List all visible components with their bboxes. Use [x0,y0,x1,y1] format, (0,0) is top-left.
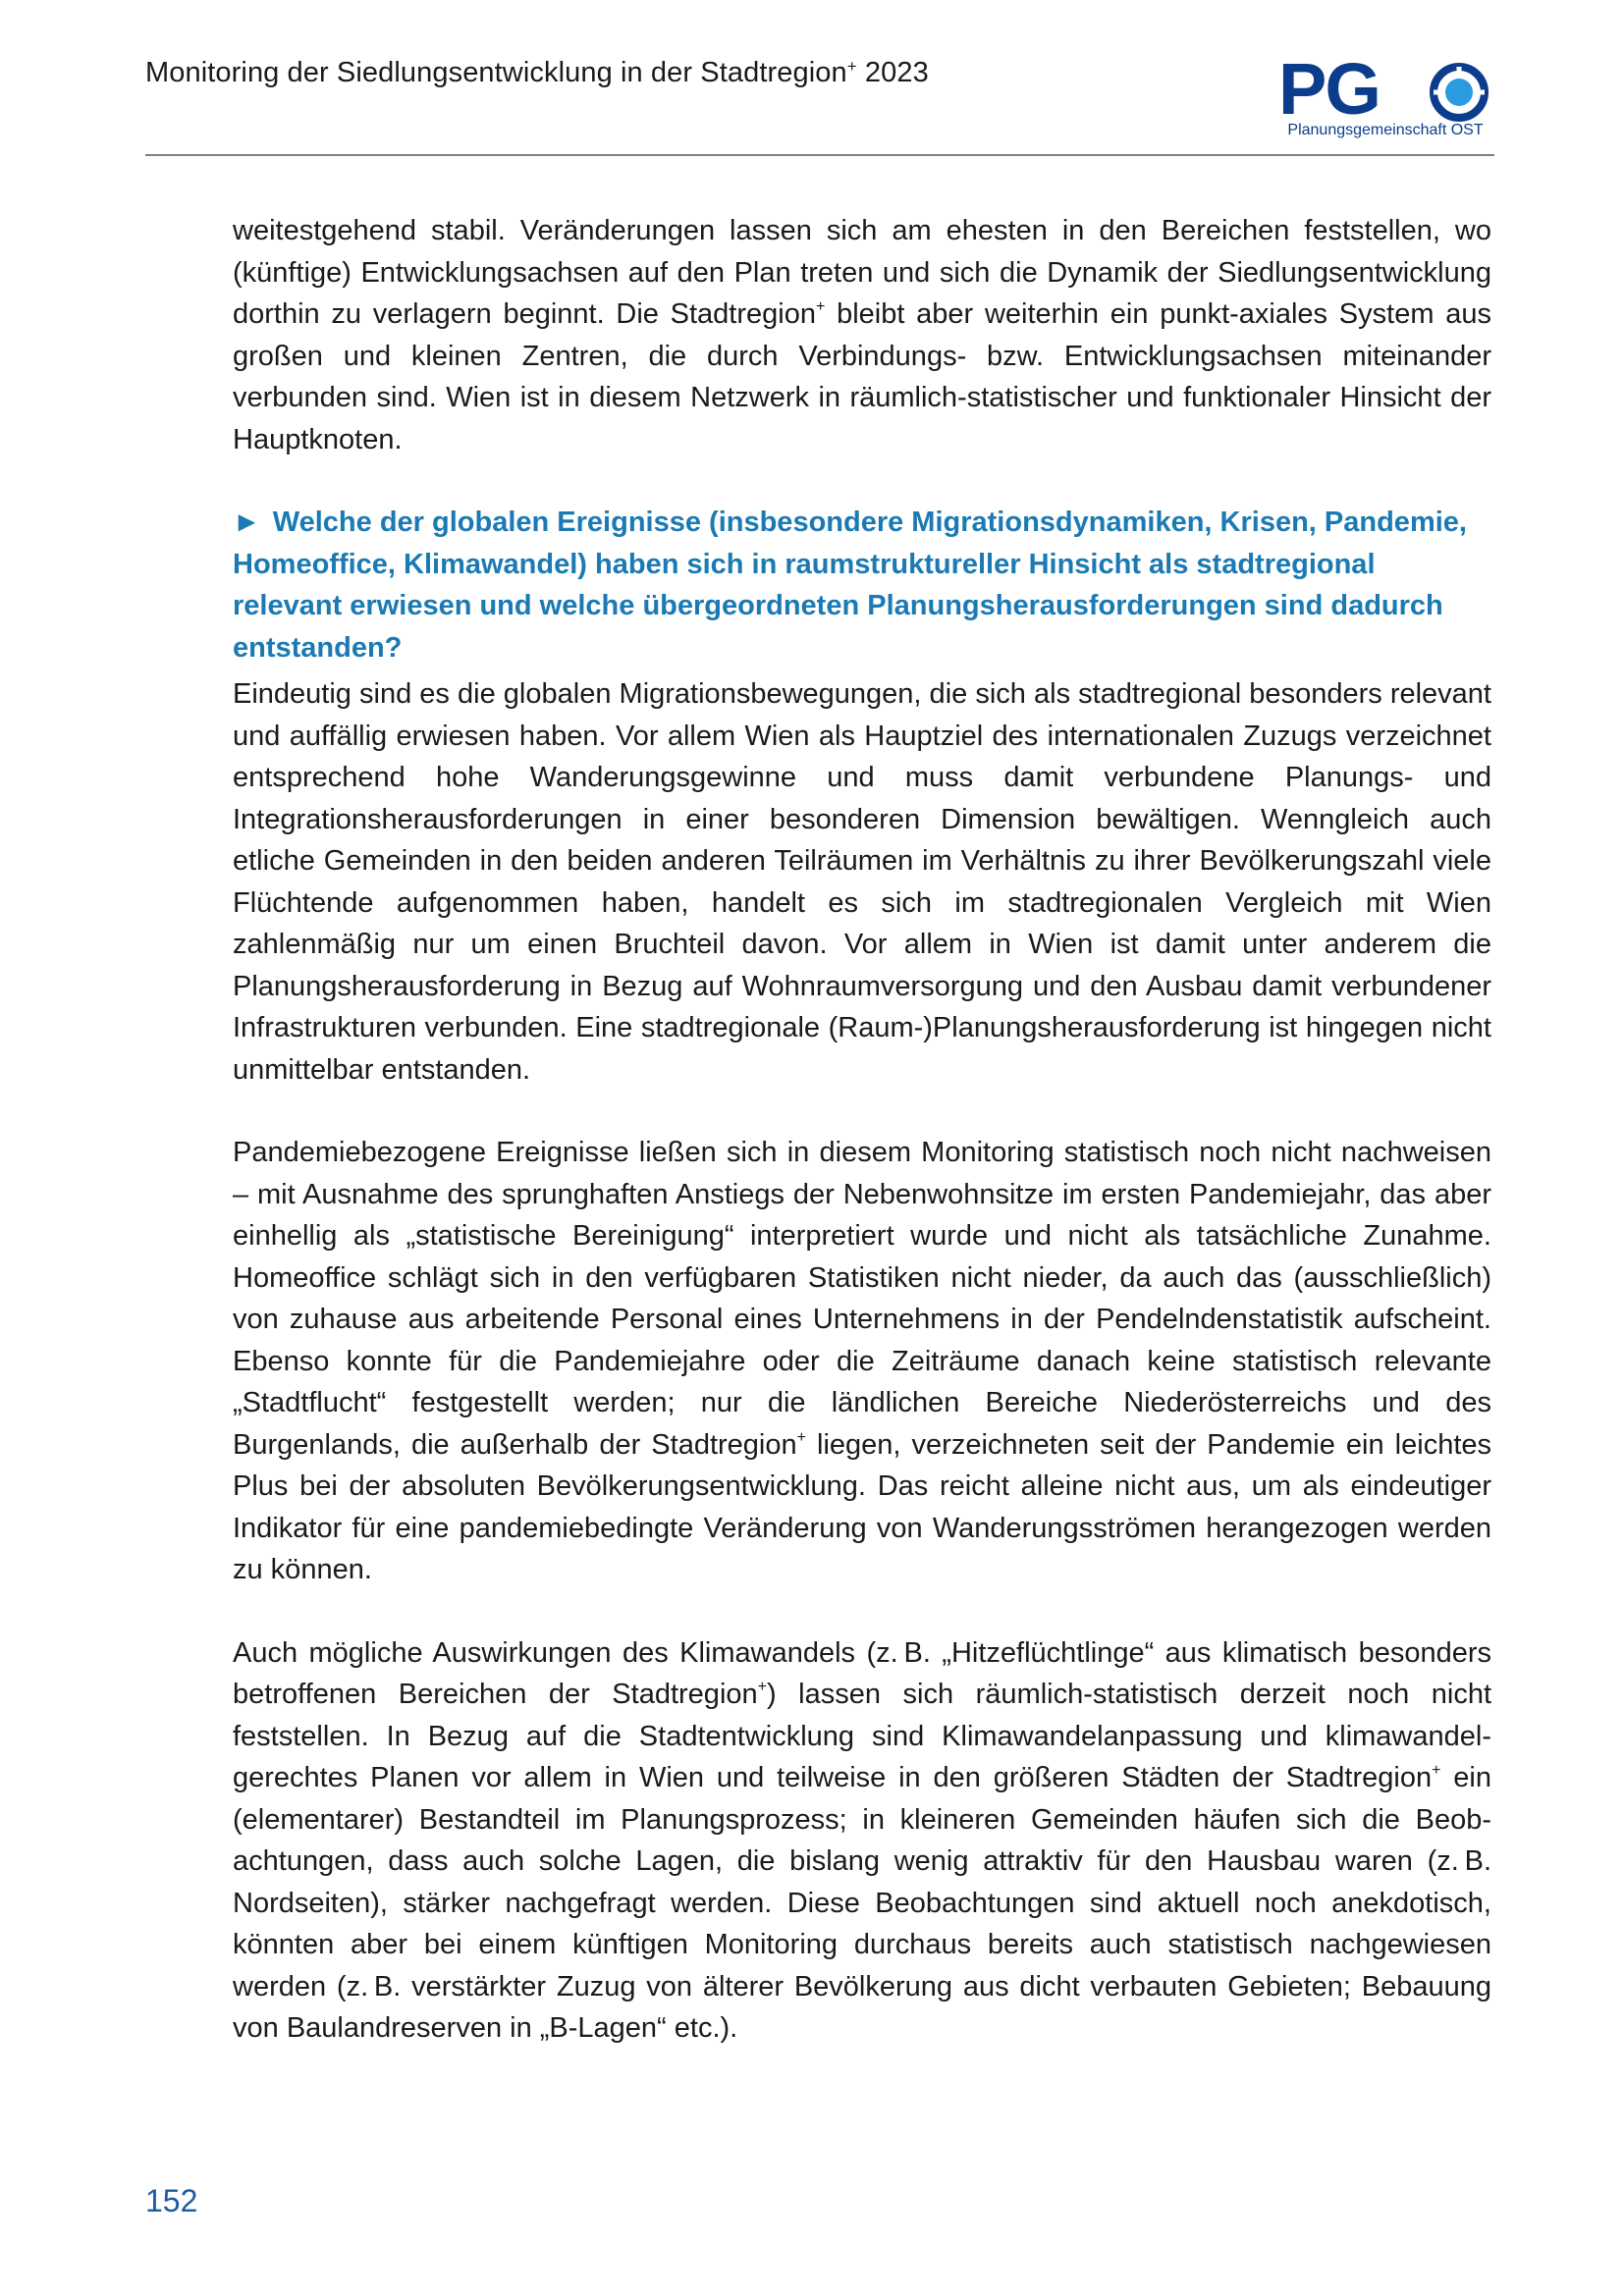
page-number: 152 [145,2183,198,2218]
intro-paragraph: weitestgehend stabil. Veränderungen lassen sich am ehesten in den Bereichen feststellen, wo (künftige) Entwicklungsachsen auf den Plan treten und sich die Dynamik der Siedlungsentwicklung dorthin zu verlagern beginnt. Die Stadtregion+ bleibt aber weiterhin ein punkt-axiales System aus großen und kleinen Zentren, die durch Verbindungs- bzw. Entwicklungsachsen miteinander verbunden sind. Wien ist in diesem Netzwerk in räumlich-statistischer und funktionaler Hinsicht der Hauptknoten. [233,215,1491,455]
header-title-sup: + [846,57,857,76]
page-header-title [145,57,929,89]
answer-paragraph-pandemic: Pandemiebezogene Ereignisse ließen sich in diesem Monitoring statistisch noch nicht nachweisen – mit Ausnahme des sprunghaften Anstiegs der Nebenwohnsitze im ersten Pandemiejahr, das aber einhellig als „statistische Bereinigung“ interpretiert wurde und nicht als tatsächliche Zunahme. Homeoffice schlägt sich in den verfügbaren Statistiken nicht nieder, da auch das (ausschließlich) von zuhause aus arbeitende Personal eines Unternehmens in der Pendelndenstatistik aufscheint. Ebenso konnte für die Pandemiejahre oder die Zeiträume danach keine statistisch relevante „Stadtflucht“ festgestellt werden; nur die ländlichen Bereiche Niederösterreichs und des Burgenlands, die außerhalb der Stadtregion+ liegen, verzeichneten seit der Pandemie ein leichtes Plus bei der absoluten Bevölkerungsentwicklung. Das reicht alleine nicht aus, um als eindeutiger Indikator für eine pandemiebedingte Veränderung von Wanderungsströmen herangezogen werden zu können. [233,1137,1492,1585]
main-content [233,210,1491,2050]
triangle-bullet-icon: ► [233,507,261,538]
question-text: Welche der globalen Ereignisse (insbesondere Migrationsdynamiken, Krisen, Pandemie, Homeoffice, Klimawandel) haben sich in raumstruktureller Hinsicht als stadtregional relevant erwiesen und welche übergeordneten Planungsherausforderungen sind dadurch entstanden? [233,507,1467,664]
pg-logo [1276,57,1494,149]
header-divider [145,154,1494,156]
header-title-text: Monitoring der Siedlungsentwicklung in der Stadtregion [145,57,847,88]
header-year: 2023 [856,57,929,88]
question-heading [233,502,1491,668]
logo-subtitle: Planungsgemeinschaft OST [1287,122,1484,138]
answer-paragraph-climate: Auch mögliche Auswirkungen des Klimawandels (z. B. „Hitzeflüchtlinge“ aus klimatisch besonders betroffenen Bereichen der Stadtregion+) lassen sich räumlich-statistisch derzeit noch nicht feststellen. In Bezug auf die Stadtentwicklung sind Klimawandelanpassung und klimawandelgerechtes Planen vor allem in Wien und teilweise in den größeren Städten der Stadtregion+ ein (elementarer) Bestandteil im Planungsprozess; in kleineren Gemeinden häufen sich die Beobachtungen, dass auch solche Lagen, die bislang wenig attraktiv für den Hausbau waren (z. B. Nordseiten), stärker nachgefragt werden. Diese Beobachtungen sind aktuell noch anekdotisch, könnten aber bei einem künftigen Monitoring durchaus bereits auch statistisch nachgewiesen werden (z. B. verstärkter Zuzug von älterer Bevölkerung aus dicht verbauten Gebieten; Bebauung von Baulandreserven in „B-Lagen“ etc.). [233,1636,1491,2044]
logo-letters: PG [1278,57,1380,122]
pg-logo-mark [1276,57,1494,122]
answer-paragraph-migration: Eindeutig sind es die globalen Migrationsbewegungen, die sich als stadtregional besonders relevant und auffällig erwiesen haben. Vor allem Wien als Hauptziel des internationalen Zuzugs verzeichnet entsprechend hohe Wanderungsgewinne und muss damit verbundene Planungs- und Integrationsherausforderungen in einer besonderen Dimension bewältigen. Wenngleich auch etliche Gemeinden in den beiden anderen Teilräumen im Verhältnis zu ihrer Bevölkerungszahl viele Flüchtende aufgenommen haben, handelt es sich im stadtregionalen Vergleich mit Wien zahlenmäßig nur um einen Bruchteil davon. Vor allem in Wien ist damit unter anderem die Planungsherausforderung in Bezug auf Wohnraumversorgung und den Ausbau damit verbundener Infrastrukturen verbunden. Eine stadtregionale (Raum-)Planungsherausforderung ist hingegen nicht unmittelbar entstanden. [233,678,1491,1086]
